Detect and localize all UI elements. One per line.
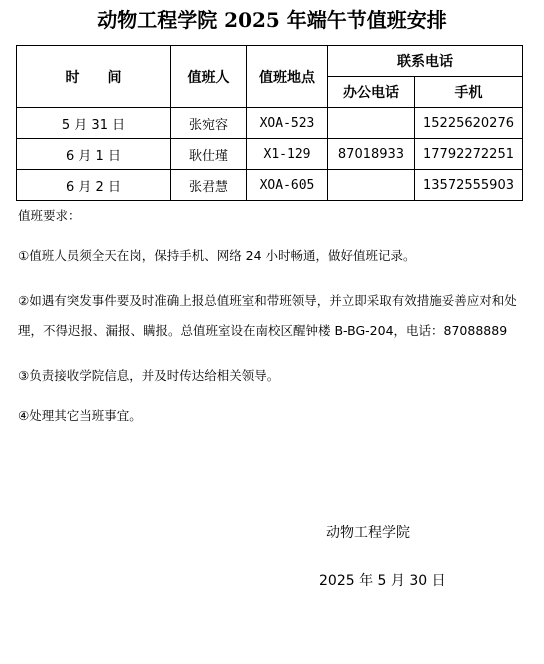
requirement-item: ③负责接收学院信息，并及时传达给相关领导。 [18,368,280,383]
header-mobile: 手机 [415,77,523,108]
cell-location: XOA-605 [247,170,328,201]
table-header-row [17,46,523,77]
requirements-heading: 值班要求： [18,208,81,223]
cell-date: 5 月 31 日 [17,108,171,139]
table-row [17,139,523,170]
cell-location: X1-129 [247,139,328,170]
duty-schedule-table [16,45,523,201]
duty-requirements [18,206,524,446]
signature-organization: 动物工程学院 [326,525,410,541]
header-person: 值班人 [171,46,247,108]
page-title: 动物工程学院 2025 年端午节值班安排 [97,8,447,32]
cell-office-phone [328,170,415,201]
cell-mobile: 15225620276 [415,108,523,139]
table-row [17,170,523,201]
requirement-item: ④处理其它当班事宜。 [18,408,142,423]
cell-mobile: 17792272251 [415,139,523,170]
signature-date: 2025 年 5 月 30 日 [319,573,446,589]
cell-office-phone: 87018933 [328,139,415,170]
requirement-item: ②如遇有突发事件要及时准确上报总值班室和带班领导，并立即采取有效措施妥善应对和处理，不得迟报、漏报、瞒报。总值班室设在南校区醒钟楼 B-BG-204，电话：87088889 [18,293,517,338]
cell-person: 张宛容 [171,108,247,139]
cell-location: XOA-523 [247,108,328,139]
header-contact: 联系电话 [328,46,523,77]
requirement-item: ①值班人员须全天在岗，保持手机、网络 24 小时畅通，做好值班记录。 [18,248,416,263]
cell-person: 张君慧 [171,170,247,201]
cell-office-phone [328,108,415,139]
cell-date: 6 月 1 日 [17,139,171,170]
header-location: 值班地点 [247,46,328,108]
table-row [17,108,523,139]
cell-date: 6 月 2 日 [17,170,171,201]
cell-person: 耿仕瑾 [171,139,247,170]
cell-mobile: 13572555903 [415,170,523,201]
header-office-phone: 办公电话 [328,77,415,108]
header-time: 时 间 [17,46,171,108]
